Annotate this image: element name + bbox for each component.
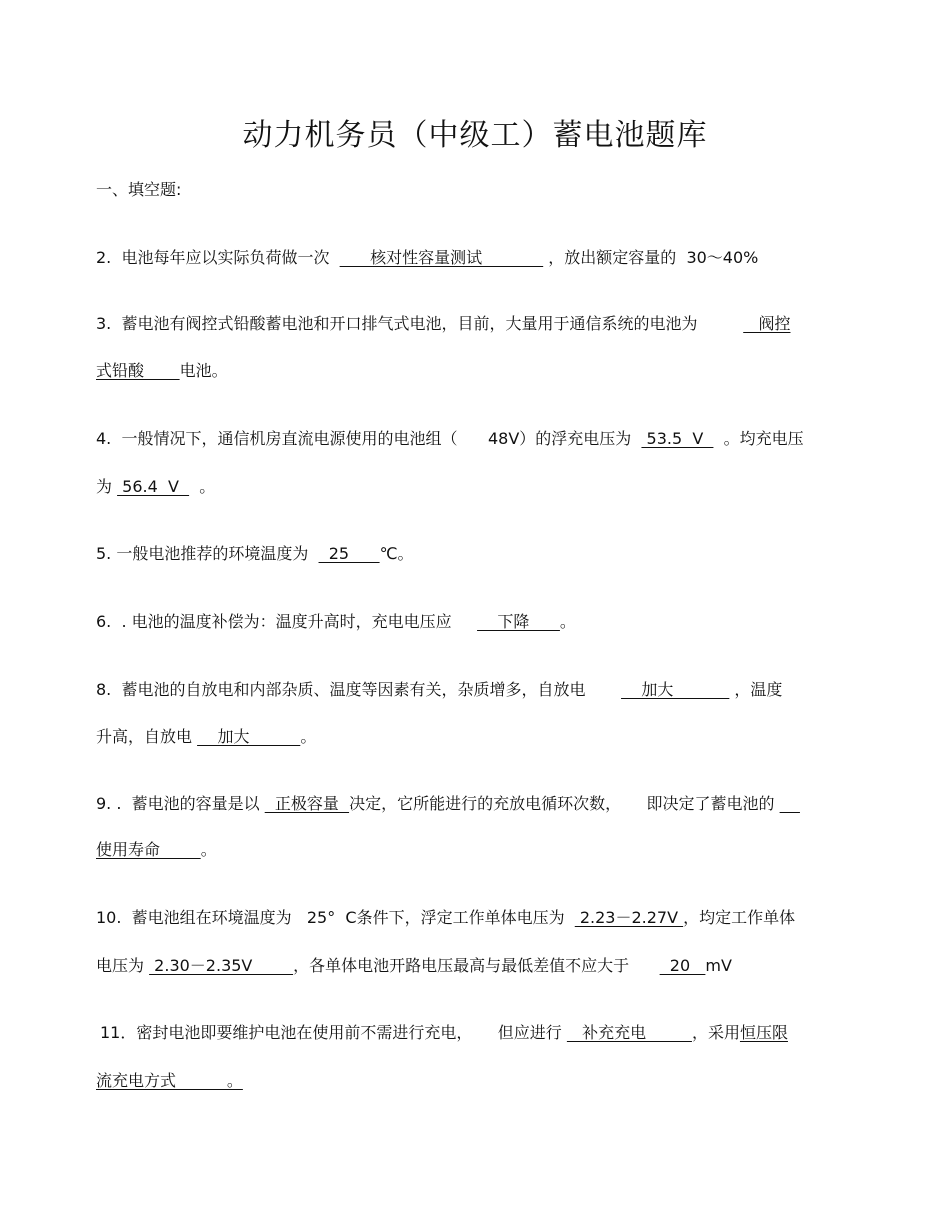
q8-text-end: 。 xyxy=(300,727,317,746)
q4-text-mid: 。均充电压 xyxy=(713,429,804,448)
q2-answer: 核对性容量测试 xyxy=(339,248,544,267)
question-8-cont xyxy=(96,725,316,749)
q10-text-2: 电压为 xyxy=(96,956,150,975)
q8-text-mid: ，温度 xyxy=(729,680,783,699)
q8-answer-2: 加大 xyxy=(197,727,301,746)
q9-text: 9. . 蓄电池的容量是以 xyxy=(96,794,265,813)
q11-answer-2-start: 恒压限 xyxy=(739,1023,788,1042)
q2-text-end: ，放出额定容量的 30～40% xyxy=(543,248,759,267)
question-5 xyxy=(96,542,414,566)
q10-text-end: mV xyxy=(705,956,732,975)
q11-text: 11．密封电池即要维护电池在使用前不需进行充电， 但应进行 xyxy=(100,1023,567,1042)
q11-answer-1: 补充充电 xyxy=(566,1023,692,1042)
q5-answer: 25 xyxy=(318,544,380,563)
q8-text-2: 升高，自放电 xyxy=(96,727,198,746)
q10-answer-diff: 20 xyxy=(659,956,706,975)
q4-answer-equal: 56.4 V xyxy=(117,477,190,496)
q2-text: 2. 电池每年应以实际负荷做一次 xyxy=(96,248,340,267)
q3-answer-part2: 式铅酸 xyxy=(96,361,180,380)
q10-text-mid-2: ，各单体电池开路电压最高与最低差值不应大于 xyxy=(293,956,660,975)
question-2 xyxy=(96,246,758,270)
q6-answer: 下降 xyxy=(477,612,560,631)
q5-text-end: ℃。 xyxy=(379,544,414,563)
q4-text-end: 。 xyxy=(189,477,216,496)
q6-text-end: 。 xyxy=(559,612,576,631)
q4-text-2: 为 xyxy=(96,477,118,496)
q5-text: 5. 一般电池推荐的环境温度为 xyxy=(96,544,319,563)
question-9-cont xyxy=(96,838,217,862)
q8-text: 8. 蓄电池的自放电和内部杂质、温度等因素有关，杂质增多，自放电 xyxy=(96,680,622,699)
q3-text: 3. 蓄电池有阀控式铅酸蓄电池和开口排气式电池，目前，大量用于通信系统的电池为 xyxy=(96,314,744,333)
question-11-cont xyxy=(96,1069,243,1093)
page-title: 动力机务员（中级工）蓄电池题库 xyxy=(242,118,708,153)
q8-answer-1: 加大 xyxy=(621,680,730,699)
question-4 xyxy=(96,427,804,451)
q9-text-mid: 决定，它所能进行的充放电循环次数， 即决定了蓄电池的 xyxy=(349,794,780,813)
q4-answer-float: 53.5 V xyxy=(641,429,714,448)
q10-answer-float: 2.23－2.27V xyxy=(574,908,684,927)
q3-answer-part1: 阀控 xyxy=(743,314,791,333)
q10-text-mid: ，均定工作单体 xyxy=(683,908,796,927)
q4-text: 4. 一般情况下，通信机房直流电源使用的电池组（ 48V）的浮充电压为 xyxy=(96,429,642,448)
q9-text-end: 。 xyxy=(200,840,217,859)
question-4-cont xyxy=(96,475,215,499)
q6-text: 6. . 电池的温度补偿为：温度升高时，充电电压应 xyxy=(96,612,478,631)
q11-text-mid: ，采用 xyxy=(691,1023,740,1042)
q9-answer-2: 使用寿命 xyxy=(96,840,201,859)
q9-answer-1: 正极容量 xyxy=(264,794,350,813)
question-10 xyxy=(96,906,795,930)
q3-text-end: 电池。 xyxy=(179,361,228,380)
q11-answer-2: 流充电方式 。 xyxy=(96,1071,243,1090)
question-10-cont xyxy=(96,954,732,978)
section-heading: 一、填空题: xyxy=(96,180,182,199)
q9-answer-2-start xyxy=(780,794,800,813)
question-3 xyxy=(96,312,790,336)
q10-text: 10. 蓄电池组在环境温度为 25° C条件下，浮定工作单体电压为 xyxy=(96,908,575,927)
question-11 xyxy=(100,1021,788,1045)
question-8 xyxy=(96,678,782,702)
question-6 xyxy=(96,610,576,634)
question-3-cont xyxy=(96,359,228,383)
question-9 xyxy=(96,792,800,816)
q10-answer-equal: 2.30－2.35V xyxy=(149,956,294,975)
